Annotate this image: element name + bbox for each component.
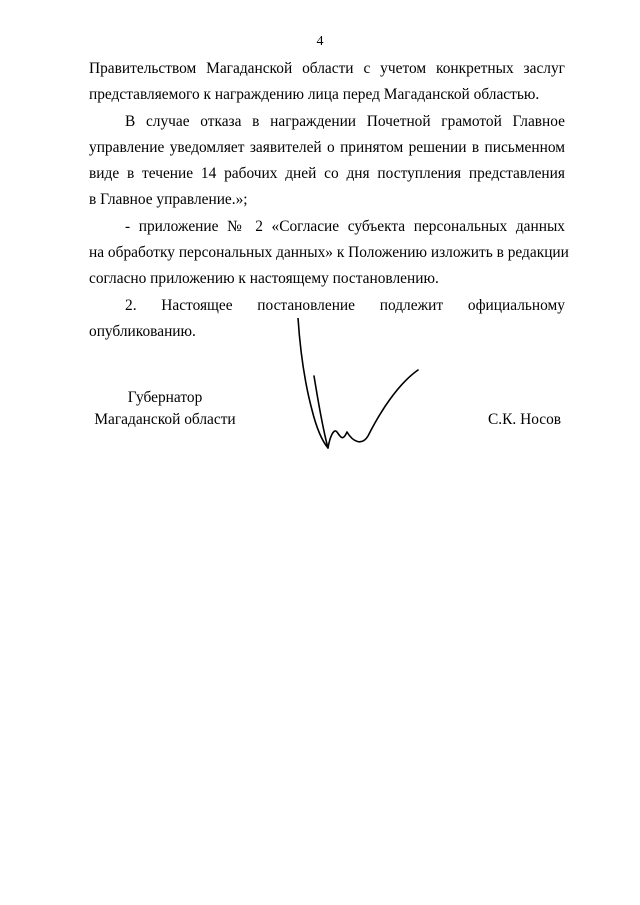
text-line: Правительством Магаданской области с учетом конкретных заслуг xyxy=(89,60,565,77)
text-line: представляемого к награждению лица перед Магаданской областью. xyxy=(89,86,540,103)
text-line: 2. Настоящее постановление подлежит официальному xyxy=(125,297,565,314)
text-line: в Главное управление.»; xyxy=(89,191,248,208)
signatory-title: Губернатор xyxy=(127,389,203,406)
signature-stroke xyxy=(298,318,328,448)
signature-stroke xyxy=(328,370,418,448)
paragraph-refusal-notice xyxy=(89,109,565,213)
document-body xyxy=(89,56,569,345)
text-line: опубликованию. xyxy=(89,323,196,340)
text-line: управление уведомляет заявителей о принятом решении в письменном xyxy=(89,139,565,156)
paragraph-award-basis xyxy=(89,56,565,108)
signatory-region: Магаданской области xyxy=(94,411,236,428)
text-line: В случае отказа в награждении Почетной грамотой Главное xyxy=(125,113,565,130)
signer-name: С.К. Носов xyxy=(488,411,562,428)
page-number: 4 xyxy=(316,34,324,49)
signatory-position xyxy=(80,387,250,431)
paragraph-appendix-change xyxy=(89,214,569,292)
text-line: виде в течение 14 рабочих дней со дня поступления представления xyxy=(89,165,565,182)
handwritten-signature xyxy=(290,318,430,458)
text-line: - приложение № 2 «Согласие субъекта персональных данных xyxy=(125,218,565,235)
text-line: на обработку персональных данных» к Положению изложить в редакции xyxy=(89,244,569,261)
text-line: согласно приложению к настоящему постановлению. xyxy=(89,270,439,287)
